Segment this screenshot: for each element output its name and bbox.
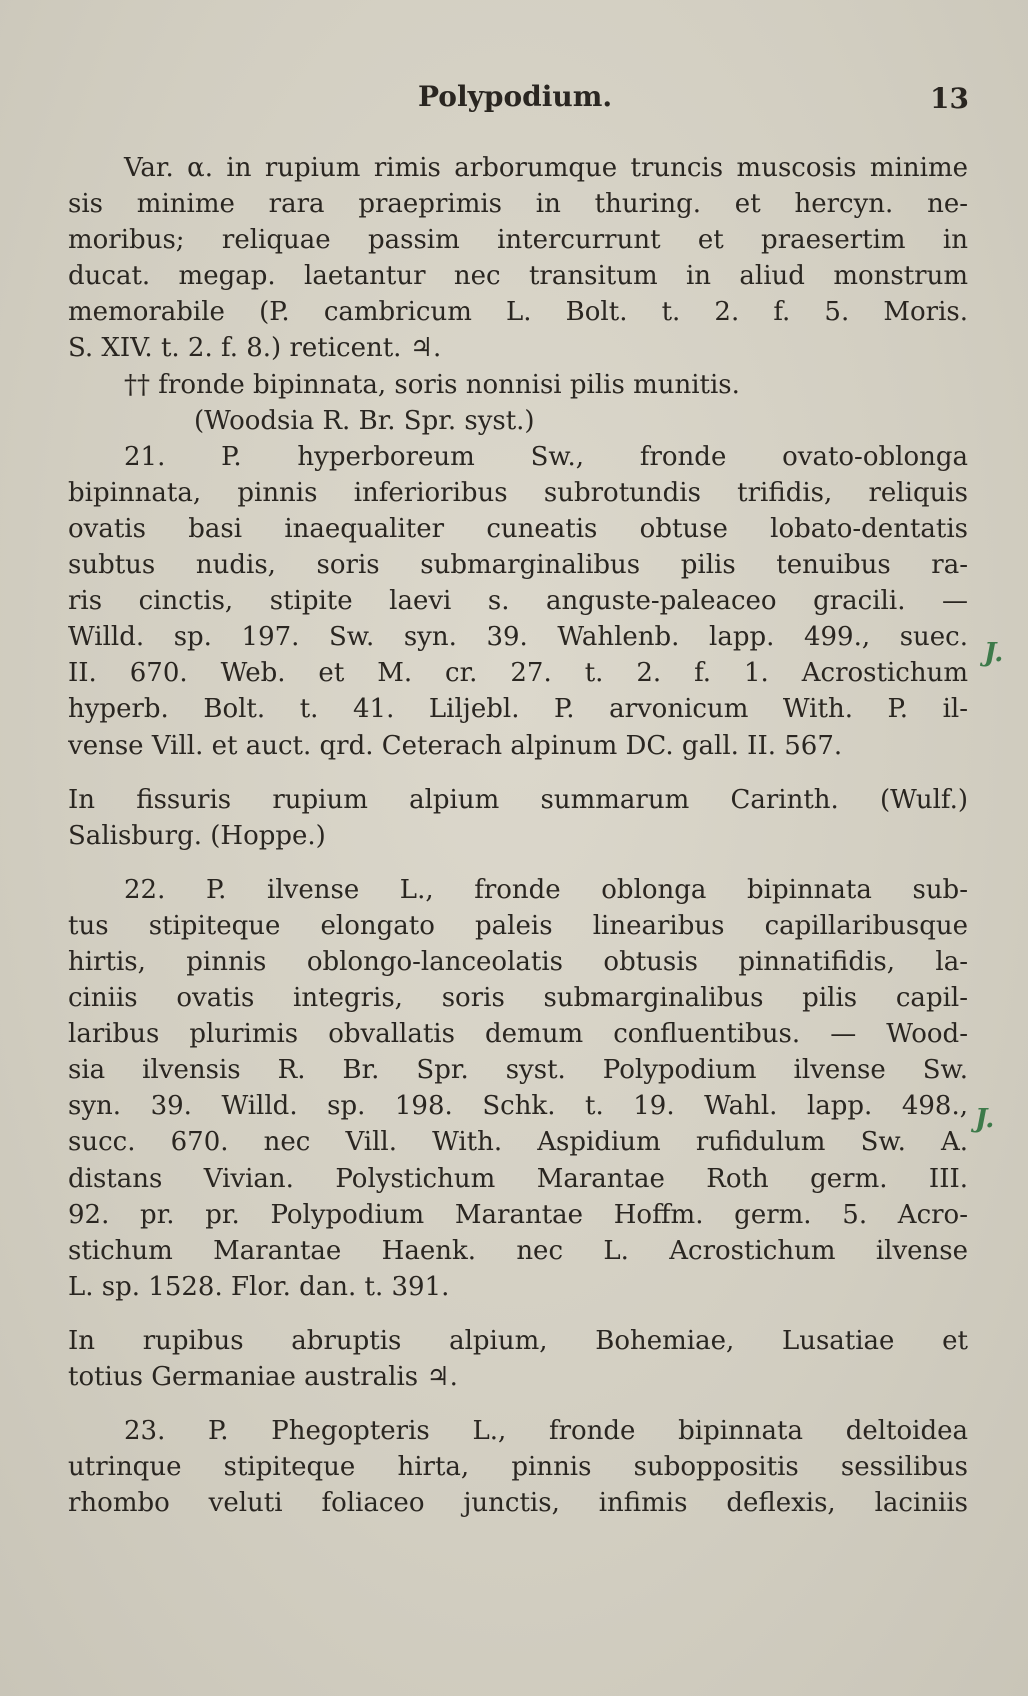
margin-annotation: J. <box>984 638 1004 668</box>
text-line: syn. 39. Willd. sp. 198. Schk. t. 19. Wahl. lapp. 498., <box>68 1091 968 1122</box>
text-line: S. XIV. t. 2. f. 8.) reticent. ♃. <box>68 333 442 364</box>
text-line: rhombo veluti foliaceo junctis, infimis deflexis, laciniis <box>68 1488 968 1519</box>
text-line: bipinnata, pinnis inferioribus subrotundis trifidis, reliquis <box>68 477 968 508</box>
text-line: ducat. megap. laetantur nec transitum in aliud monstrum <box>68 261 968 292</box>
text-line: vense Vill. et auct. qrd. Ceterach alpinum DC. gall. II. 567. <box>68 730 843 761</box>
text-line: ciniis ovatis integris, soris submarginalibus pilis capil- <box>68 983 968 1014</box>
text-line: distans Vivian. Polystichum Marantae Roth germ. III. <box>68 1163 968 1194</box>
page-number: 13 <box>930 82 969 115</box>
text-line: Willd. sp. 197. Sw. syn. 39. Wahlenb. lapp. 499., suec. <box>68 622 968 653</box>
text-line: Salisburg. (Hoppe.) <box>68 820 326 851</box>
text-line: utrinque stipiteque hirta, pinnis suboppositis sessilibus <box>68 1452 968 1483</box>
paragraph-gap <box>68 1395 968 1413</box>
text-line: stichum Marantae Haenk. nec L. Acrostichum ilvense <box>68 1235 968 1266</box>
running-title: Polypodium. <box>418 80 613 113</box>
text-line: 92. pr. pr. Polypodium Marantae Hoffm. germ. 5. Acro- <box>68 1199 968 1230</box>
running-header <box>0 80 1028 120</box>
text-line: memorabile (P. cambricum L. Bolt. t. 2. f. 5. Moris. <box>68 297 968 328</box>
text-line: succ. 670. nec Vill. With. Aspidium rufidulum Sw. A. <box>68 1127 968 1158</box>
body-text <box>68 150 968 1521</box>
text-line: hirtis, pinnis oblongo-lanceolatis obtusis pinnatifidis, la- <box>68 946 968 977</box>
text-line: ovatis basi inaequaliter cuneatis obtuse lobato-dentatis <box>68 513 968 544</box>
text-line: (Woodsia R. Br. Spr. syst.) <box>194 405 535 436</box>
text-line: 21. P. hyperboreum Sw., fronde ovato-oblonga <box>124 441 968 472</box>
text-line: totius Germaniae australis ♃. <box>68 1362 458 1392</box>
text-line: sis minime rara praeprimis in thuring. et hercyn. ne- <box>68 189 968 220</box>
text-line: moribus; reliquae passim intercurrunt et praesertim in <box>68 225 968 256</box>
text-line: subtus nudis, soris submarginalibus pilis tenuibus ra- <box>68 550 968 581</box>
paragraph-gap <box>68 854 968 872</box>
text-line: Var. α. in rupium rimis arborumque truncis muscosis minime <box>124 153 968 183</box>
text-line: hyperb. Bolt. t. 41. Liljebl. P. arvonicum With. P. il- <box>68 694 968 725</box>
text-line: tus stipiteque elongato paleis linearibus capillaribusque <box>68 910 968 941</box>
text-line: In rupibus abruptis alpium, Bohemiae, Lusatiae et <box>68 1325 968 1356</box>
margin-annotation: J. <box>975 1104 995 1134</box>
text-line: 23. P. Phegopteris L., fronde bipinnata deltoidea <box>124 1416 968 1447</box>
text-line: laribus plurimis obvallatis demum confluentibus. — Wood- <box>68 1019 968 1050</box>
text-line: †† fronde bipinnata, soris nonnisi pilis munitis. <box>124 369 740 400</box>
text-line: 22. P. ilvense L., fronde oblonga bipinnata sub- <box>124 874 968 905</box>
paragraph-gap <box>68 1305 968 1323</box>
text-line: L. sp. 1528. Flor. dan. t. 391. <box>68 1271 450 1302</box>
text-line: ris cinctis, stipite laevi s. anguste-paleaceo gracili. — <box>68 586 968 617</box>
text-line: sia ilvensis R. Br. Spr. syst. Polypodium ilvense Sw. <box>68 1055 968 1086</box>
paragraph-gap <box>68 764 968 782</box>
text-line: In fissuris rupium alpium summarum Carinth. (Wulf.) <box>68 784 968 815</box>
text-line: II. 670. Web. et M. cr. 27. t. 2. f. 1. Acrostichum <box>68 658 968 689</box>
